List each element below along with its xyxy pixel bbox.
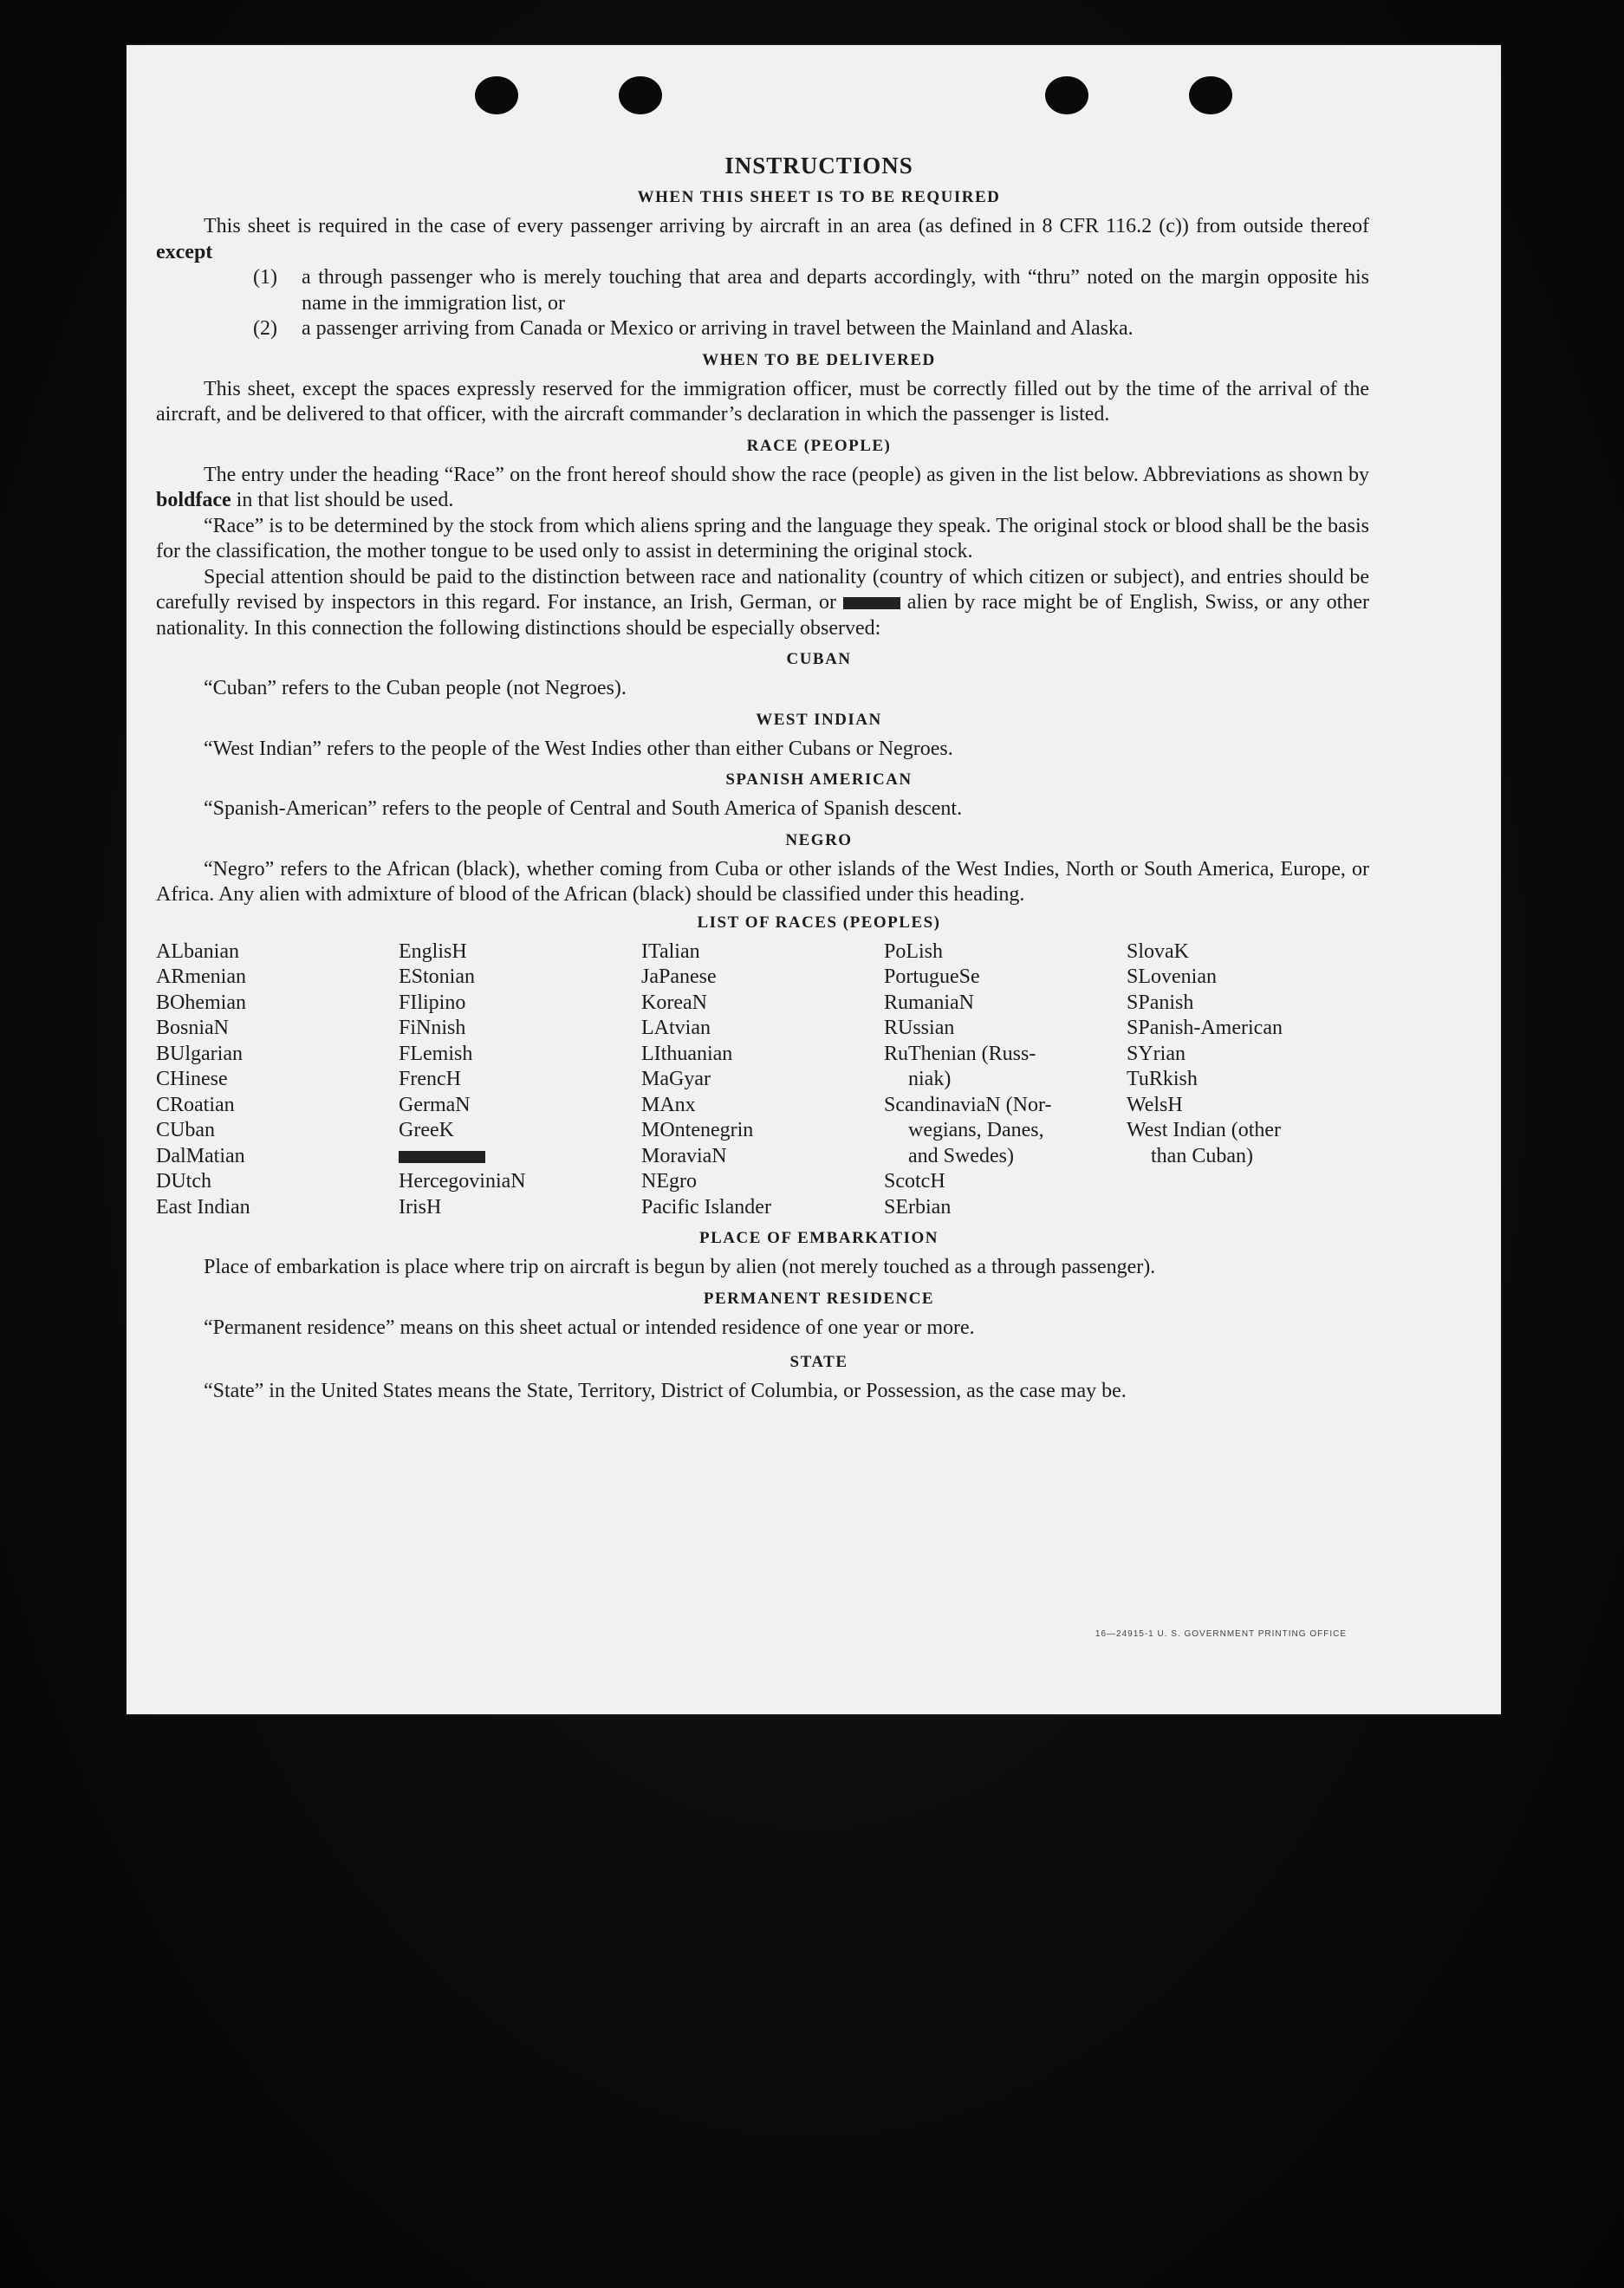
- race-text: The entry under the heading “Race” on the front hereof should show the race (people) as given in the list below. Abbreviations as shown by: [204, 463, 1369, 486]
- state-paragraph: “State” in the United States means the State, Territory, District of Columbia, or Possession, as the case may be.: [204, 1380, 1127, 1402]
- race-entry: RumaniaN: [884, 991, 974, 1014]
- document-page: [127, 45, 1501, 1714]
- races-list: [156, 939, 1369, 1221]
- races-column: [641, 939, 884, 1221]
- race-entry: FIlipino: [399, 991, 466, 1014]
- punch-hole-icon: [475, 76, 518, 114]
- races-column: [399, 939, 641, 1221]
- race-entry: SErbian: [884, 1195, 952, 1219]
- printing-office-code: 16—24915-1 U. S. GOVERNMENT PRINTING OFFICE: [1095, 1629, 1347, 1639]
- race-entry: GermaN: [399, 1093, 471, 1116]
- race-entry: EnglisH: [399, 939, 467, 963]
- race-entry: LAtvian: [641, 1017, 711, 1039]
- race-entry: ScandinaviaN (Nor-: [884, 1093, 1052, 1116]
- race-entry: NEgro: [641, 1170, 697, 1193]
- race-entry: FiNnish: [399, 1017, 466, 1039]
- instructions-content: [156, 153, 1369, 1405]
- race-entry: Pacific Islander: [641, 1195, 771, 1219]
- race-text: alien by race might be of English, Swiss, or any other nationality. In this connection the following distinctions should be especially observed:: [156, 591, 1369, 640]
- race-entry: SLovenian: [1127, 965, 1217, 988]
- race-entry: ALbanian: [156, 939, 239, 963]
- race-text: in that list should be used.: [236, 489, 454, 511]
- race-entry-continued: niak): [908, 1068, 952, 1090]
- race-entry: HercegoviniaN: [399, 1170, 526, 1193]
- race-entry: EStonian: [399, 965, 475, 988]
- race-entry: CRoatian: [156, 1093, 235, 1116]
- race-entry: MOntenegrin: [641, 1119, 754, 1141]
- race-entry: RUssian: [884, 1017, 955, 1039]
- race-entry: IrisH: [399, 1195, 442, 1219]
- race-entry: DUtch: [156, 1170, 211, 1193]
- race-entry: MoraviaN: [641, 1144, 727, 1167]
- race-entry: PoLish: [884, 939, 944, 963]
- race-entry: DalMatian: [156, 1144, 245, 1167]
- cuban-paragraph: “Cuban” refers to the Cuban people (not Negroes).: [204, 677, 627, 699]
- section-heading-state: STATE: [789, 1353, 848, 1371]
- punch-hole-icon: [1045, 76, 1088, 114]
- race-entry: CUban: [156, 1119, 215, 1141]
- race-entry: ITalian: [641, 939, 700, 963]
- race-paragraph-2: “Race” is to be determined by the stock from which aliens spring and the language they speak. The original stock or blood shall be the basis for the classification, the mother tongue to be used only to assist in determining the original stock.: [156, 514, 1369, 562]
- section-heading-race: RACE (PEOPLE): [746, 436, 892, 455]
- race-entry: KoreaN: [641, 991, 707, 1014]
- race-entry: TuRkish: [1127, 1068, 1198, 1090]
- section-heading-residence: PERMANENT RESIDENCE: [703, 1289, 935, 1308]
- race-entry: JaPanese: [641, 965, 717, 988]
- race-entry: LIthuanian: [641, 1042, 733, 1065]
- race-entry-redacted: [399, 1144, 641, 1170]
- section-heading-required: WHEN THIS SHEET IS TO BE REQUIRED: [637, 188, 1001, 206]
- race-entry: West Indian (other: [1127, 1119, 1282, 1141]
- race-entry: SYrian: [1127, 1042, 1186, 1065]
- redaction-mark: [399, 1151, 485, 1163]
- race-entry: MAnx: [641, 1093, 696, 1116]
- section-heading-list-of-races: LIST OF RACES (PEOPLES): [697, 913, 941, 932]
- race-entry: BOhemian: [156, 991, 246, 1014]
- section-heading-embarkation: PLACE OF EMBARKATION: [699, 1229, 939, 1247]
- west-indian-paragraph: “West Indian” refers to the people of the West Indies other than either Cubans or Negroes.: [204, 737, 953, 760]
- race-entry: BosniaN: [156, 1017, 229, 1039]
- race-entry: FLemish: [399, 1042, 473, 1065]
- required-paragraph: [156, 214, 1369, 265]
- residence-paragraph: “Permanent residence” means on this sheet actual or intended residence of one year or more.: [204, 1316, 975, 1339]
- required-text: This sheet is required in the case of every passenger arriving by aircraft in an area (as defined in 8 CFR 116.2 (c)) from outside thereof: [204, 215, 1369, 237]
- race-entry: BUlgarian: [156, 1042, 243, 1065]
- race-entry: SPanish-American: [1127, 1017, 1283, 1039]
- section-heading-spanish-american: SPANISH AMERICAN: [725, 770, 913, 789]
- race-entry: MaGyar: [641, 1068, 711, 1090]
- redaction-mark: [843, 597, 900, 609]
- race-entry: ScotcH: [884, 1170, 945, 1193]
- section-heading-west-indian: WEST INDIAN: [756, 710, 882, 729]
- item-number: (2): [253, 317, 277, 340]
- races-column: [156, 939, 399, 1221]
- embarkation-paragraph: Place of embarkation is place where trip on aircraft is begun by alien (not merely touched as a through passenger).: [204, 1256, 1156, 1278]
- section-heading-delivered: WHEN TO BE DELIVERED: [702, 350, 936, 369]
- race-entry: RuThenian (Russ-: [884, 1042, 1036, 1065]
- page-title: INSTRUCTIONS: [724, 153, 913, 179]
- race-entry: SlovaK: [1127, 939, 1189, 963]
- delivered-paragraph: This sheet, except the spaces expressly reserved for the immigration officer, must be correctly filled out by the time of the arrival of the aircraft, and be delivered to that officer, with the aircraft commander’s declaration in which the passenger is listed.: [156, 377, 1369, 426]
- race-text: Special attention should be paid to the distinction between race and nationality (country of which citizen or subject), and entries should be carefully revised by inspectors in this regard. For instance, an Irish, German, or: [156, 565, 1369, 614]
- race-entry: WelsH: [1127, 1093, 1183, 1116]
- section-heading-cuban: CUBAN: [786, 650, 852, 668]
- races-column: [884, 939, 1127, 1221]
- section-heading-negro: NEGRO: [785, 830, 853, 849]
- race-text-bold: boldface: [156, 489, 231, 511]
- spanish-american-paragraph: “Spanish-American” refers to the people of Central and South America of Spanish descent.: [204, 797, 963, 820]
- race-entry-continued: wegians, Danes,: [908, 1119, 1044, 1141]
- race-entry-continued: and Swedes): [908, 1144, 1014, 1167]
- negro-paragraph: “Negro” refers to the African (black), whether coming from Cuba or other islands of the West Indies, North or South America, Europe, or Africa. Any alien with admixture of blood of the African (black) should be classified under this heading.: [156, 857, 1369, 906]
- race-entry-continued: than Cuban): [1151, 1144, 1253, 1167]
- exception-item-1: [156, 265, 1369, 316]
- item-text: a through passenger who is merely touching that area and departs accordingly, with “thru” noted on the margin opposite his name in the immigration list, or: [302, 266, 1369, 315]
- race-entry: East Indian: [156, 1195, 250, 1219]
- race-paragraph-1: [156, 463, 1369, 514]
- item-text: a passenger arriving from Canada or Mexico or arriving in travel between the Mainland and Alaska.: [302, 317, 1134, 340]
- race-entry: SPanish: [1127, 991, 1194, 1014]
- punch-hole-icon: [1189, 76, 1232, 114]
- punch-hole-icon: [619, 76, 662, 114]
- races-column: [1127, 939, 1369, 1221]
- required-text-bold: except: [156, 240, 213, 263]
- race-entry: CHinese: [156, 1068, 228, 1090]
- race-entry: ARmenian: [156, 965, 246, 988]
- exception-item-2: [156, 316, 1369, 342]
- race-entry: GreeK: [399, 1119, 454, 1141]
- race-entry: PortugueSe: [884, 965, 980, 988]
- race-paragraph-3: [156, 565, 1369, 642]
- item-number: (1): [253, 266, 277, 289]
- race-entry: FrencH: [399, 1068, 461, 1090]
